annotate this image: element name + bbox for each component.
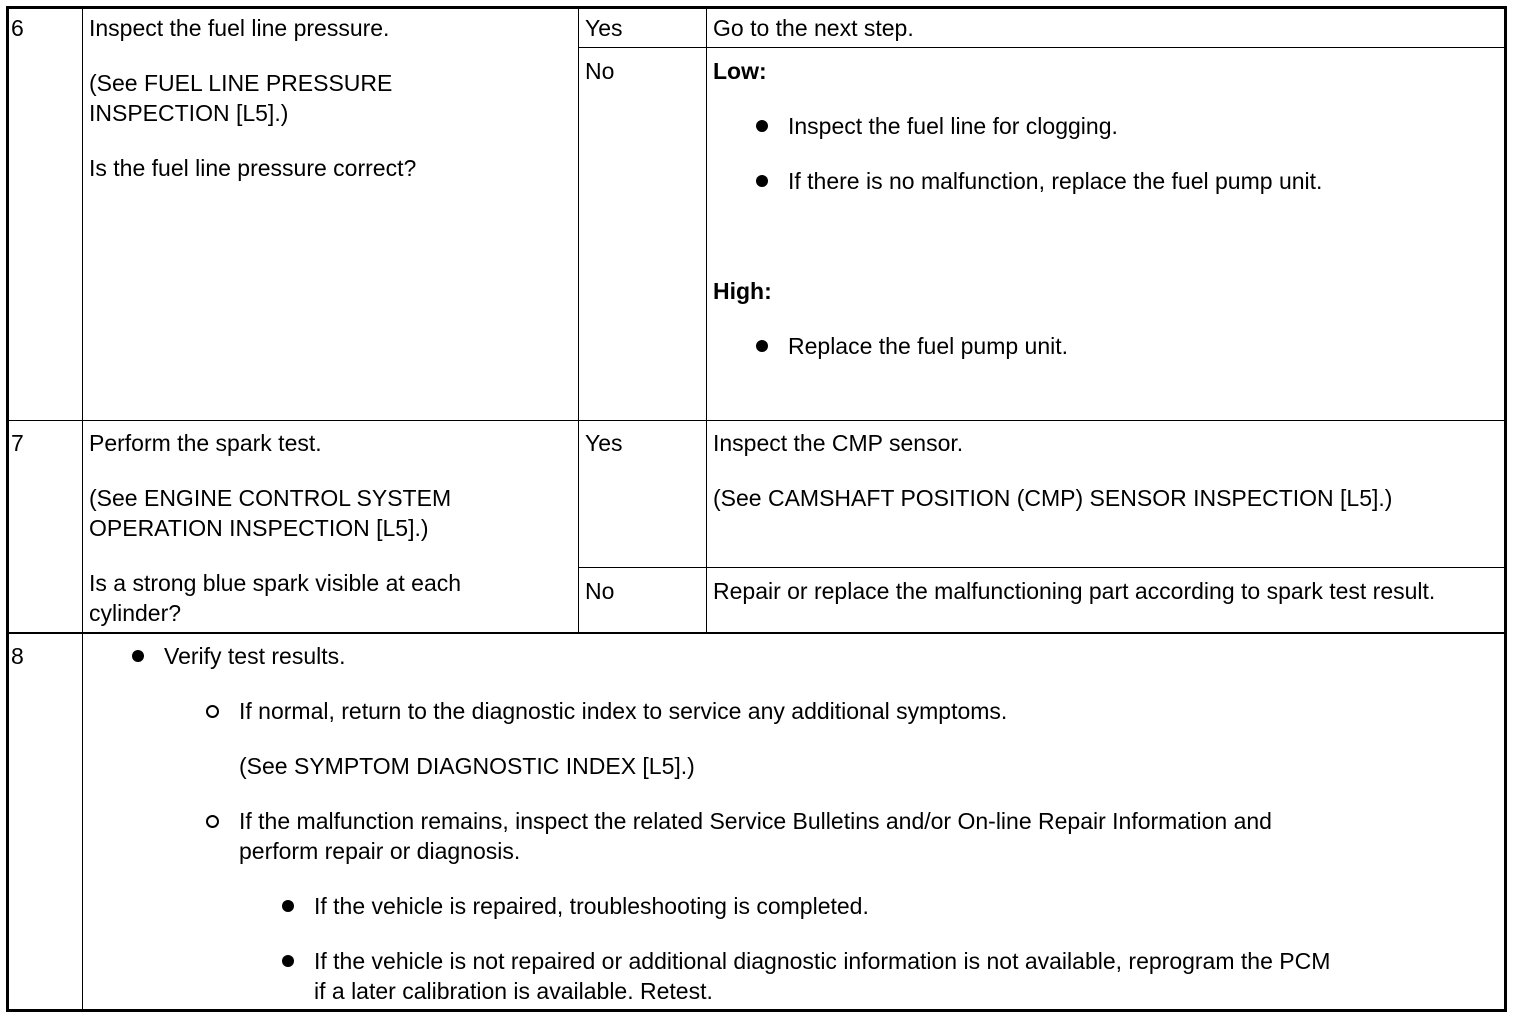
row7-yes-label: Yes	[585, 430, 623, 456]
bullet-icon	[756, 340, 768, 352]
row-divider-6-7	[8, 420, 1505, 421]
row8-sub1: If normal, return to the diagnostic index to service any additional symptoms.	[239, 698, 1008, 724]
row7-yes-no-divider	[579, 567, 1505, 568]
bullet-icon	[282, 955, 294, 967]
row6-yes-no-divider	[579, 47, 1505, 48]
row8-bullet: Verify test results.	[164, 643, 346, 669]
row6-action-line: Inspect the fuel line pressure.	[89, 15, 390, 41]
step-number-7: 7	[11, 430, 24, 456]
circle-bullet-icon	[206, 705, 219, 718]
row8-sub2-line1: If the malfunction remains, inspect the related Service Bulletins and/or On-line Repair Information and	[239, 808, 1272, 834]
row8-sub2-item-2: If the vehicle is not repaired or additional diagnostic information is not available, reprogram the PCM	[314, 948, 1331, 974]
row7-yes-reference: (See CAMSHAFT POSITION (CMP) SENSOR INSPECTION [L5].)	[713, 485, 1393, 511]
answer-column-divider	[706, 8, 707, 633]
row7-question-line1: Is a strong blue spark visible at each	[89, 570, 462, 596]
step-column-divider	[82, 8, 83, 1010]
row7-yes-text: Inspect the CMP sensor.	[713, 430, 964, 456]
row6-question: Is the fuel line pressure correct?	[89, 155, 417, 181]
row6-low-heading: Low:	[713, 58, 767, 84]
row-divider-7-8	[8, 632, 1505, 634]
row6-yes-label: Yes	[585, 15, 623, 41]
row8-sub2-item-2-line2: if a later calibration is available. Retest.	[314, 978, 713, 1004]
row8-sub2-item-1: If the vehicle is repaired, troubleshooting is completed.	[314, 893, 869, 919]
row6-no-label: No	[585, 58, 615, 84]
row6-reference-line2: INSPECTION [L5].)	[89, 100, 289, 126]
bullet-icon	[132, 650, 144, 662]
row6-yes-text: Go to the next step.	[713, 15, 914, 41]
row6-low-item-2: If there is no malfunction, replace the fuel pump unit.	[788, 168, 1323, 194]
bullet-icon	[756, 175, 768, 187]
circle-bullet-icon	[206, 815, 219, 828]
row7-action-line: Perform the spark test.	[89, 430, 322, 456]
row7-no-label: No	[585, 578, 615, 604]
step-number-8: 8	[11, 643, 24, 669]
row7-question-line2: cylinder?	[89, 600, 182, 626]
step-number-6: 6	[11, 15, 24, 41]
row6-high-heading: High:	[713, 278, 772, 304]
row7-reference-line1: (See ENGINE CONTROL SYSTEM	[89, 485, 452, 511]
row6-high-item-1: Replace the fuel pump unit.	[788, 333, 1069, 359]
bullet-icon	[282, 900, 294, 912]
row7-no-text: Repair or replace the malfunctioning part according to spark test result.	[713, 578, 1436, 604]
bullet-icon	[756, 120, 768, 132]
row8-sub2-line2: perform repair or diagnosis.	[239, 838, 521, 864]
row8-sub1-reference: (See SYMPTOM DIAGNOSTIC INDEX [L5].)	[239, 753, 695, 779]
row6-low-item-1: Inspect the fuel line for clogging.	[788, 113, 1118, 139]
row7-reference-line2: OPERATION INSPECTION [L5].)	[89, 515, 429, 541]
action-column-divider	[578, 8, 579, 633]
row6-reference-line1: (See FUEL LINE PRESSURE	[89, 70, 393, 96]
